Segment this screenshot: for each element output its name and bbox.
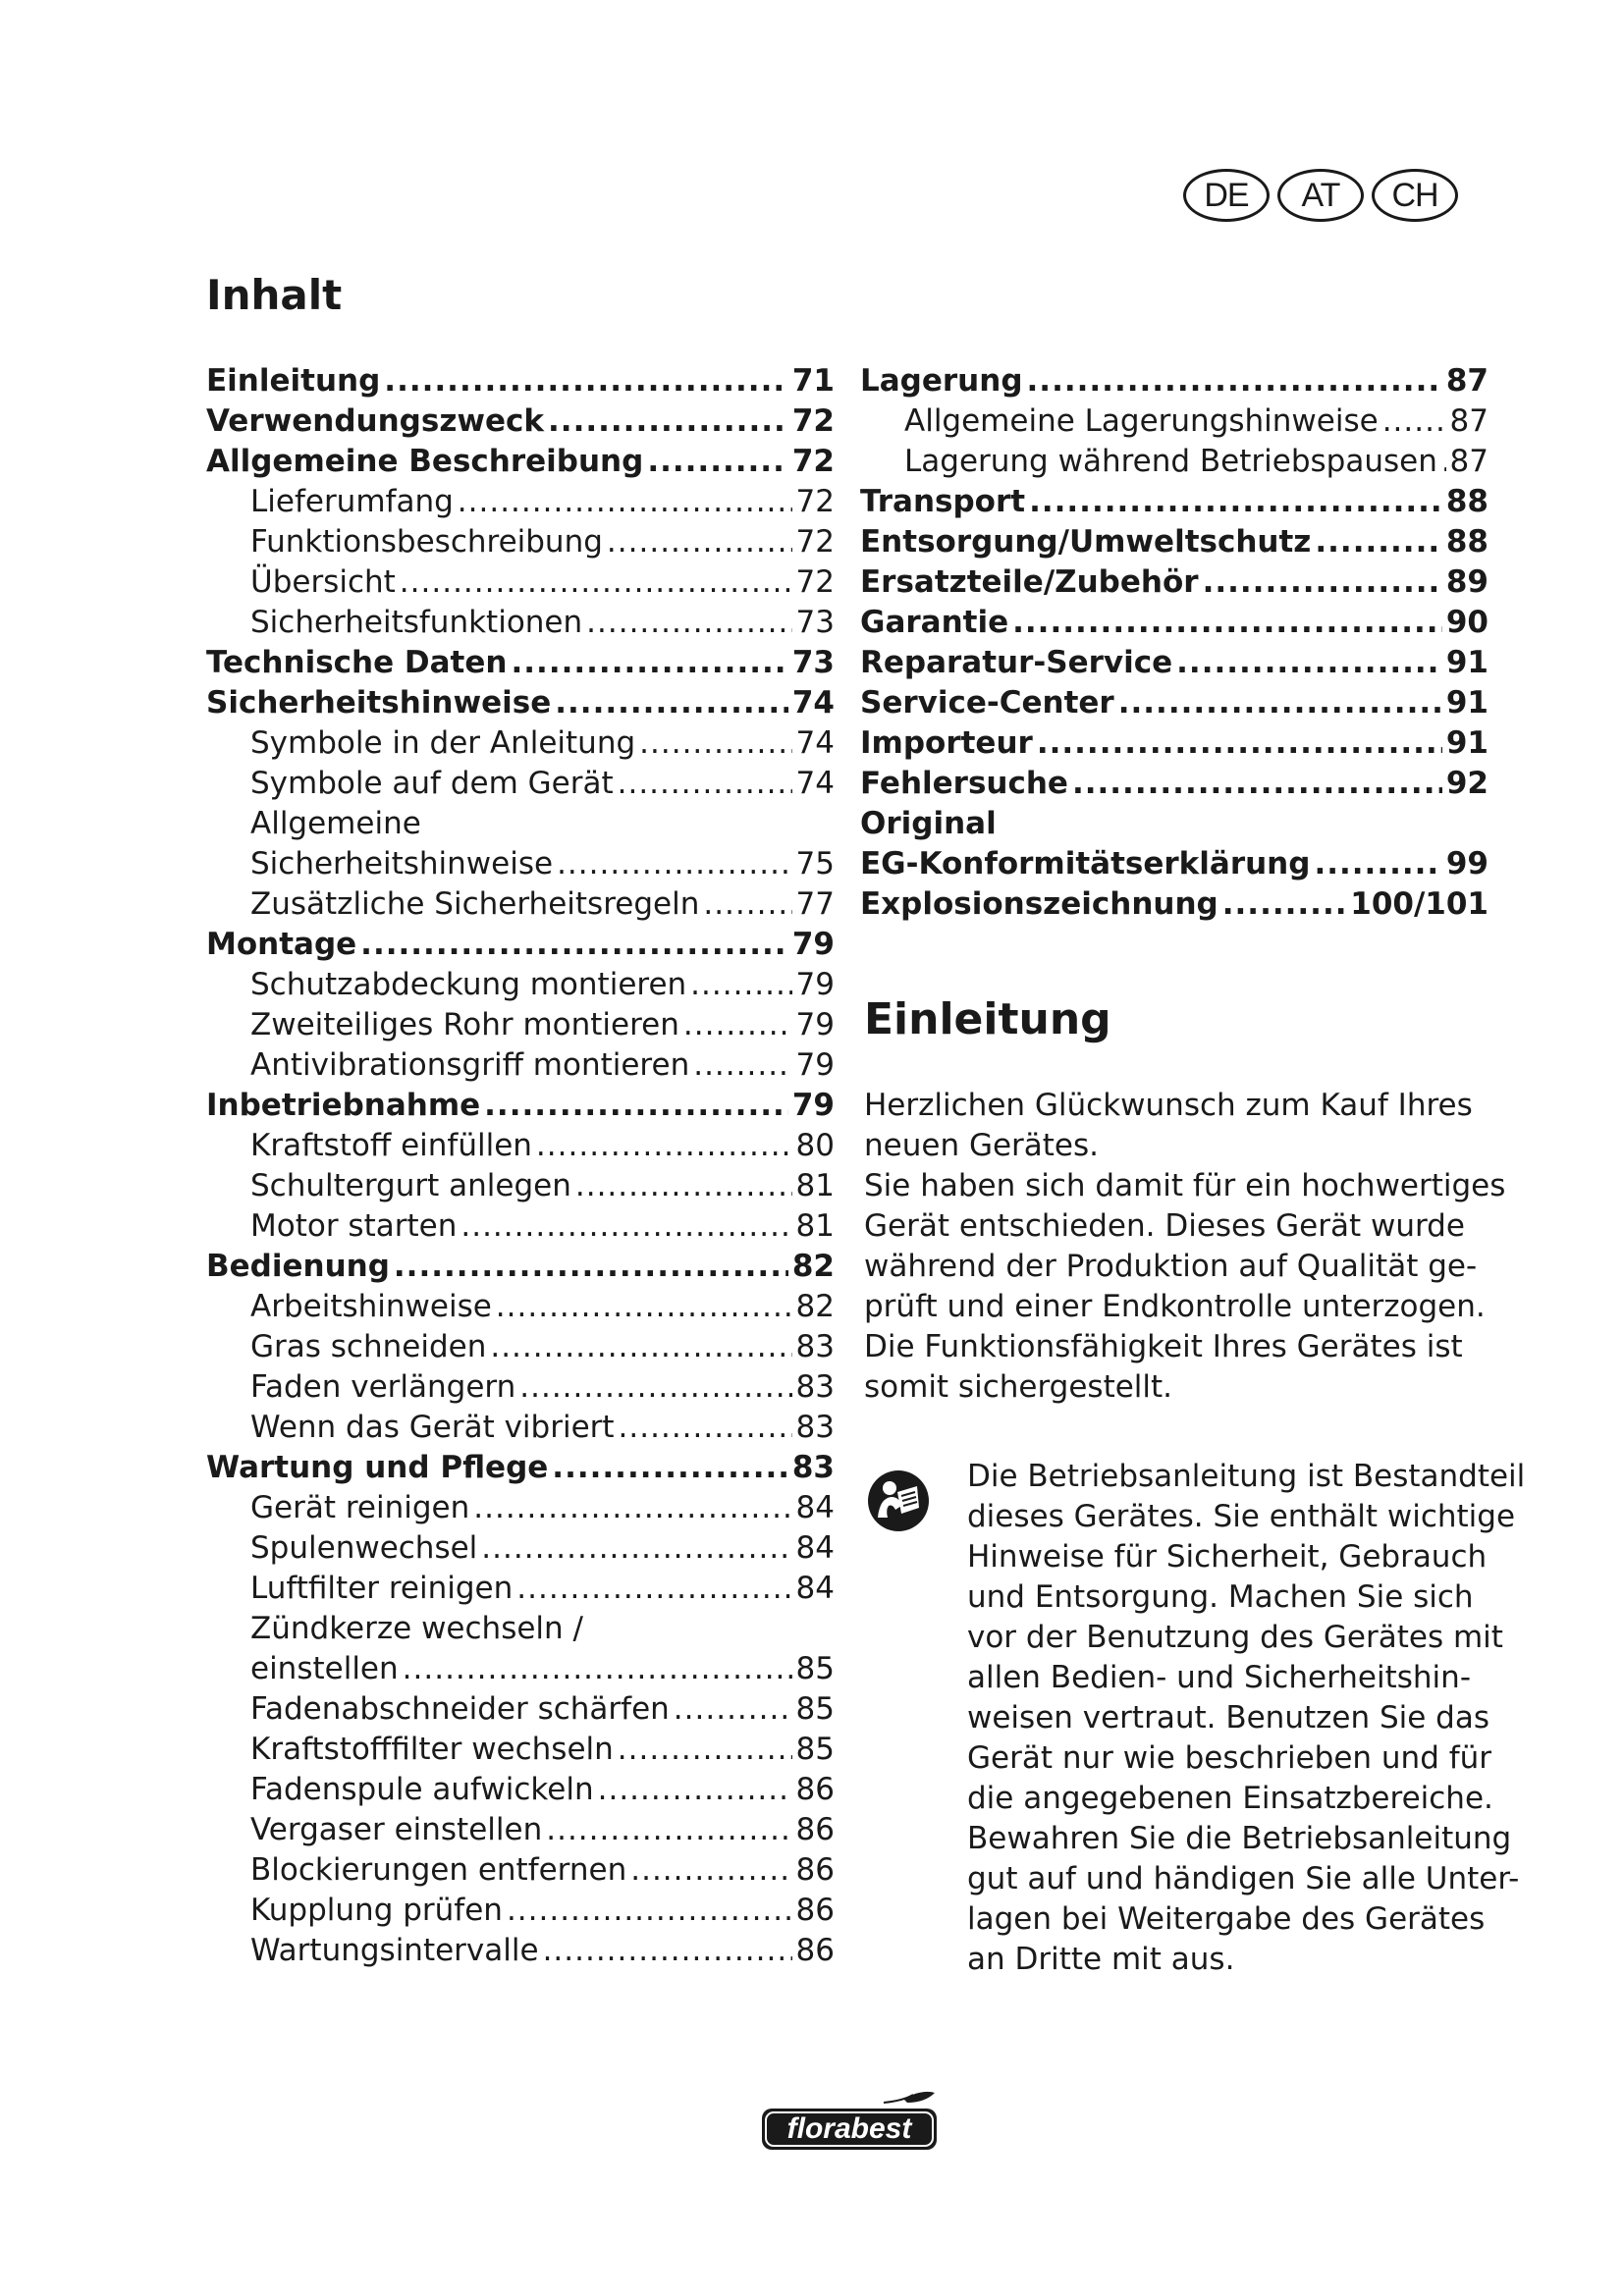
- toc-entry-page: 91: [1445, 685, 1489, 721]
- toc-entry-label: Kraftstoff einfüllen: [250, 1128, 532, 1163]
- toc-entry: [206, 1005, 835, 1045]
- toc-entry-label: Schultergurt anlegen: [250, 1168, 571, 1203]
- country-badges: [1183, 169, 1458, 222]
- toc-entry-page: 72: [795, 524, 835, 560]
- toc-entry-label: Fehlersuche: [860, 766, 1068, 801]
- toc-entry: [206, 562, 835, 603]
- toc-entry-page: 74: [795, 725, 835, 761]
- toc-leader-dots: [1203, 562, 1442, 603]
- toc-leader-dots: [598, 1770, 792, 1810]
- toc-entry-label: Lagerung während Betriebspausen: [904, 444, 1437, 479]
- toc-entry-page: 73: [791, 645, 835, 680]
- toc-entry: [206, 1367, 835, 1408]
- toc-entry: [206, 1166, 835, 1206]
- toc-leader-dots: [1037, 723, 1442, 764]
- toc-entry: [206, 482, 835, 522]
- toc-leader-dots: [511, 643, 787, 683]
- toc-entry-page: 83: [795, 1410, 835, 1445]
- toc-leader-dots: [473, 1488, 791, 1528]
- toc-entry-label: Transport: [860, 484, 1026, 519]
- toc-entry-page: 72: [795, 564, 835, 600]
- toc-entry-label: Reparatur-Service: [860, 645, 1173, 680]
- toc-entry-page: 84: [795, 1530, 835, 1566]
- toc-entry-label: Wenn das Gerät vibriert: [250, 1410, 615, 1445]
- toc-right-column: [860, 361, 1489, 925]
- toc-entry: [860, 361, 1489, 401]
- toc-entry-label: Kupplung prüfen: [250, 1893, 503, 1928]
- toc-entry: [206, 1206, 835, 1247]
- toc-entry: [206, 764, 835, 804]
- toc-entry-label: einstellen: [250, 1651, 399, 1686]
- toc-entry-page: 88: [1445, 524, 1489, 560]
- notice-line: Die Betriebsanleitung ist Bestandteil: [967, 1459, 1526, 1494]
- toc-entry-page: 79: [791, 1088, 835, 1123]
- toc-entry-label: Garantie: [860, 605, 1009, 640]
- toc-leader-dots: [683, 1005, 792, 1045]
- toc-entry-page: 72: [791, 444, 835, 479]
- toc-entry: [206, 884, 835, 925]
- toc-leader-dots: [1441, 442, 1446, 482]
- toc-entry-page: 81: [795, 1168, 835, 1203]
- toc-entry-label: Lagerung: [860, 363, 1023, 399]
- toc-leader-dots: [360, 925, 788, 965]
- toc-entry-page: 91: [1445, 645, 1489, 680]
- toc-entry-page: 91: [1445, 725, 1489, 761]
- toc-entry-page: 80: [795, 1128, 835, 1163]
- toc-left-column: [206, 361, 835, 1971]
- toc-leader-dots: [630, 1850, 791, 1891]
- toc-entry: [860, 844, 1489, 884]
- toc-entry: [860, 804, 1489, 844]
- toc-entry-label: Schutzabdeckung montieren: [250, 967, 687, 1002]
- toc-entry-page: 82: [791, 1249, 835, 1284]
- toc-entry-page: 72: [791, 403, 835, 439]
- toc-entry-label: Montage: [206, 927, 357, 962]
- toc-entry: [206, 723, 835, 764]
- toc-leader-dots: [507, 1891, 792, 1931]
- toc-entry-page: 85: [795, 1732, 835, 1767]
- toc-entry-page: 87: [1445, 363, 1489, 399]
- toc-leader-dots: [519, 1367, 791, 1408]
- toc-leader-dots: [1315, 522, 1442, 562]
- toc-leader-dots: [639, 723, 791, 764]
- toc-leader-dots: [400, 562, 792, 603]
- toc-entry: [206, 1488, 835, 1528]
- notice-line: dieses Gerätes. Sie enthält wichtige: [967, 1499, 1516, 1534]
- toc-leader-dots: [490, 1327, 791, 1367]
- intro-line: somit sichergestellt.: [864, 1369, 1173, 1405]
- toc-entry: [206, 603, 835, 643]
- toc-leader-dots: [496, 1287, 792, 1327]
- notice-line: die angegebenen Einsatzbereiche.: [967, 1781, 1493, 1816]
- toc-entry-page: 74: [795, 766, 835, 801]
- toc-entry-page: 79: [795, 1047, 835, 1083]
- toc-entry-label: Bedienung: [206, 1249, 390, 1284]
- toc-entry: [206, 1528, 835, 1569]
- notice-line: vor der Benutzung des Gerätes mit: [967, 1620, 1503, 1655]
- intro-line: prüft und einer Endkontrolle unterzogen.: [864, 1289, 1486, 1324]
- toc-entry-label: Funktionsbeschreibung: [250, 524, 603, 560]
- toc-entry: [206, 1609, 835, 1649]
- toc-leader-dots: [1072, 764, 1442, 804]
- toc-entry-label: Faden verlängern: [250, 1369, 516, 1405]
- toc-entry-page: 86: [795, 1933, 835, 1968]
- toc-entry-label: Allgemeine Beschreibung: [206, 444, 644, 479]
- toc-leader-dots: [403, 1649, 792, 1689]
- toc-leader-dots: [458, 482, 792, 522]
- intro-line: Die Funktionsfähigkeit Ihres Gerätes ist: [864, 1329, 1463, 1364]
- manual-notice-paragraph: [967, 1457, 1526, 1980]
- toc-entry-label: Fadenspule aufwickeln: [250, 1772, 594, 1807]
- toc-leader-dots: [618, 764, 792, 804]
- toc-entry-label: Gras schneiden: [250, 1329, 487, 1364]
- toc-entry: [206, 1689, 835, 1730]
- toc-entry-page: 87: [1449, 403, 1489, 439]
- toc-entry-page: 86: [795, 1852, 835, 1888]
- intro-line: Sie haben sich damit für ein hochwertiges: [864, 1168, 1506, 1203]
- toc-leader-dots: [703, 884, 791, 925]
- toc-leader-dots: [1027, 361, 1442, 401]
- toc-leader-dots: [1314, 844, 1441, 884]
- toc-entry-label: Inbetriebnahme: [206, 1088, 481, 1123]
- toc-leader-dots: [618, 1730, 792, 1770]
- toc-entry: [206, 1327, 835, 1367]
- toc-entry-label: Sicherheitshinweise: [206, 685, 552, 721]
- toc-entry-label: Allgemeine: [250, 806, 421, 841]
- toc-entry: [206, 1448, 835, 1488]
- toc-entry-label: Antivibrationsgriff montieren: [250, 1047, 690, 1083]
- intro-paragraph: [864, 1086, 1506, 1408]
- toc-entry-page: 81: [795, 1208, 835, 1244]
- toc-leader-dots: [586, 603, 791, 643]
- toc-entry: [206, 1569, 835, 1609]
- toc-entry: [206, 1247, 835, 1287]
- notice-line: an Dritte mit aus.: [967, 1942, 1235, 1977]
- toc-entry-label: Entsorgung/Umweltschutz: [860, 524, 1312, 560]
- toc-entry-label: Verwendungszweck: [206, 403, 545, 439]
- toc-entry-label: Fadenabschneider schärfen: [250, 1691, 670, 1727]
- toc-leader-dots: [552, 1448, 788, 1488]
- toc-leader-dots: [690, 965, 791, 1005]
- toc-entry-page: 86: [795, 1772, 835, 1807]
- toc-entry-label: Gerät reinigen: [250, 1490, 470, 1525]
- toc-leader-dots: [557, 844, 791, 884]
- toc-leader-dots: [575, 1166, 792, 1206]
- toc-entry-page: 86: [795, 1893, 835, 1928]
- toc-leader-dots: [481, 1528, 791, 1569]
- toc-entry: [206, 1931, 835, 1971]
- toc-leader-dots: [546, 1810, 791, 1850]
- toc-leader-dots: [460, 1206, 791, 1247]
- logo-text: florabest: [786, 2112, 912, 2145]
- notice-line: Hinweise für Sicherheit, Gebrauch: [967, 1539, 1488, 1575]
- toc-entry-label: Zusätzliche Sicherheitsregeln: [250, 886, 700, 922]
- toc-entry-label: Motor starten: [250, 1208, 458, 1244]
- country-badge-at: AT: [1277, 169, 1364, 222]
- toc-leader-dots: [693, 1045, 791, 1086]
- toc-entry-label: Kraftstofffilter wechseln: [250, 1732, 614, 1767]
- toc-entry-label: Arbeitshinweise: [250, 1289, 492, 1324]
- toc-entry: [206, 804, 835, 844]
- toc-entry: [206, 844, 835, 884]
- intro-line: während der Produktion auf Qualität ge-: [864, 1249, 1478, 1284]
- toc-entry-label: Service-Center: [860, 685, 1114, 721]
- intro-line: neuen Gerätes.: [864, 1128, 1100, 1163]
- florabest-logo: [756, 2089, 943, 2156]
- toc-leader-dots: [394, 1247, 788, 1287]
- toc-entry-label: Symbole auf dem Gerät: [250, 766, 614, 801]
- toc-entry: [860, 643, 1489, 683]
- notice-line: und Entsorgung. Machen Sie sich: [967, 1579, 1474, 1615]
- toc-entry: [206, 1287, 835, 1327]
- toc-entry-label: Zündkerze wechseln /: [250, 1611, 583, 1646]
- notice-line: gut auf und händigen Sie alle Unter-: [967, 1861, 1520, 1896]
- toc-entry-label: Blockierungen entfernen: [250, 1852, 627, 1888]
- toc-entry-label: Importeur: [860, 725, 1033, 761]
- toc-entry-label: Symbole in der Anleitung: [250, 725, 636, 761]
- notice-line: Bewahren Sie die Betriebsanleitung: [967, 1821, 1512, 1856]
- toc-leader-dots: [548, 401, 788, 442]
- toc-entry-page: 99: [1445, 846, 1489, 881]
- toc-entry-label: Lieferumfang: [250, 484, 454, 519]
- toc-entry-label: Spulenwechsel: [250, 1530, 478, 1566]
- toc-entry: [206, 1810, 835, 1850]
- toc-entry: [206, 1850, 835, 1891]
- notice-line: lagen bei Weitergabe des Gerätes: [967, 1901, 1486, 1937]
- toc-entry: [206, 401, 835, 442]
- toc-leader-dots: [647, 442, 788, 482]
- toc-entry-label: Wartung und Pflege: [206, 1450, 549, 1485]
- toc-entry: [206, 1891, 835, 1931]
- toc-entry-label: Einleitung: [206, 363, 381, 399]
- toc-entry-label: EG-Konformitätserklärung: [860, 846, 1311, 881]
- intro-line: Herzlichen Glückwunsch zum Kauf Ihres: [864, 1088, 1473, 1123]
- toc-entry: [206, 1730, 835, 1770]
- toc-entry: [860, 482, 1489, 522]
- toc-entry-page: 71: [791, 363, 835, 399]
- toc-entry-page: 73: [795, 605, 835, 640]
- toc-leader-dots: [1382, 401, 1446, 442]
- toc-entry-page: 79: [795, 967, 835, 1002]
- toc-entry: [206, 1126, 835, 1166]
- toc-entry-page: 85: [795, 1651, 835, 1686]
- toc-entry-label: Vergaser einstellen: [250, 1812, 543, 1847]
- toc-entry-page: 87: [1449, 444, 1489, 479]
- toc-leader-dots: [1176, 643, 1442, 683]
- notice-line: weisen vertraut. Benutzen Sie das: [967, 1700, 1490, 1735]
- toc-entry: [206, 522, 835, 562]
- intro-heading: Einleitung: [864, 994, 1111, 1044]
- toc-entry-page: 92: [1445, 766, 1489, 801]
- toc-entry-page: 85: [795, 1691, 835, 1727]
- toc-entry-page: 83: [791, 1450, 835, 1485]
- toc-entry-page: 100/101: [1350, 886, 1489, 922]
- toc-entry-label: Technische Daten: [206, 645, 508, 680]
- toc-entry-page: 90: [1445, 605, 1489, 640]
- toc-entry: [206, 925, 835, 965]
- toc-entry-page: 82: [795, 1289, 835, 1324]
- toc-entry: [860, 764, 1489, 804]
- toc-leader-dots: [384, 361, 788, 401]
- toc-leader-dots: [543, 1931, 792, 1971]
- toc-leader-dots: [607, 522, 792, 562]
- toc-entry-label: Explosionszeichnung: [860, 886, 1218, 922]
- toc-entry-label: Allgemeine Lagerungshinweise: [904, 403, 1379, 439]
- toc-entry-page: 84: [795, 1571, 835, 1606]
- toc-entry: [206, 1045, 835, 1086]
- toc-entry-label: Sicherheitsfunktionen: [250, 605, 583, 640]
- country-badge-ch: CH: [1372, 169, 1458, 222]
- intro-line: Gerät entschieden. Dieses Gerät wurde: [864, 1208, 1465, 1244]
- toc-entry: [860, 884, 1489, 925]
- toc-entry: [860, 683, 1489, 723]
- toc-entry: [206, 1086, 835, 1126]
- toc-entry-page: 84: [795, 1490, 835, 1525]
- toc-entry: [206, 442, 835, 482]
- toc-entry: [860, 401, 1489, 442]
- country-badge-de: DE: [1183, 169, 1270, 222]
- toc-leader-dots: [536, 1126, 792, 1166]
- toc-entry: [206, 1770, 835, 1810]
- toc-entry-page: 79: [791, 927, 835, 962]
- toc-entry-page: 86: [795, 1812, 835, 1847]
- toc-entry-label: Zweiteiliges Rohr montieren: [250, 1007, 679, 1042]
- toc-entry-page: 83: [795, 1329, 835, 1364]
- toc-leader-dots: [484, 1086, 788, 1126]
- toc-leader-dots: [1118, 683, 1442, 723]
- toc-entry-page: 79: [795, 1007, 835, 1042]
- toc-entry-page: 72: [795, 484, 835, 519]
- toc-entry-page: 89: [1445, 564, 1489, 600]
- toc-leader-dots: [1222, 884, 1347, 925]
- toc-entry: [206, 643, 835, 683]
- notice-line: allen Bedien- und Sicherheitshin-: [967, 1660, 1471, 1695]
- toc-heading: Inhalt: [206, 271, 343, 319]
- toc-entry-page: 77: [795, 886, 835, 922]
- toc-entry: [860, 723, 1489, 764]
- toc-leader-dots: [516, 1569, 791, 1609]
- toc-entry-page: 75: [795, 846, 835, 881]
- toc-entry: [860, 562, 1489, 603]
- notice-line: Gerät nur wie beschrieben und für: [967, 1740, 1492, 1776]
- toc-entry-label: Übersicht: [250, 564, 396, 600]
- toc-entry: [206, 965, 835, 1005]
- toc-entry: [860, 522, 1489, 562]
- toc-entry-label: Sicherheitshinweise: [250, 846, 554, 881]
- toc-entry-page: 88: [1445, 484, 1489, 519]
- toc-entry: [206, 1408, 835, 1448]
- toc-leader-dots: [674, 1689, 792, 1730]
- toc-entry: [860, 442, 1489, 482]
- toc-entry-label: Original: [860, 806, 997, 841]
- toc-leader-dots: [619, 1408, 792, 1448]
- toc-entry: [206, 1649, 835, 1689]
- toc-entry-label: Wartungsintervalle: [250, 1933, 539, 1968]
- read-manual-icon: [866, 1468, 931, 1533]
- toc-entry-label: Ersatzteile/Zubehör: [860, 564, 1199, 600]
- toc-entry-label: Luftfilter reinigen: [250, 1571, 514, 1606]
- toc-entry-page: 74: [791, 685, 835, 721]
- toc-entry: [206, 683, 835, 723]
- toc-entry-page: 83: [795, 1369, 835, 1405]
- toc-leader-dots: [1012, 603, 1442, 643]
- toc-leader-dots: [1029, 482, 1442, 522]
- toc-leader-dots: [555, 683, 788, 723]
- toc-entry: [860, 603, 1489, 643]
- toc-entry: [206, 361, 835, 401]
